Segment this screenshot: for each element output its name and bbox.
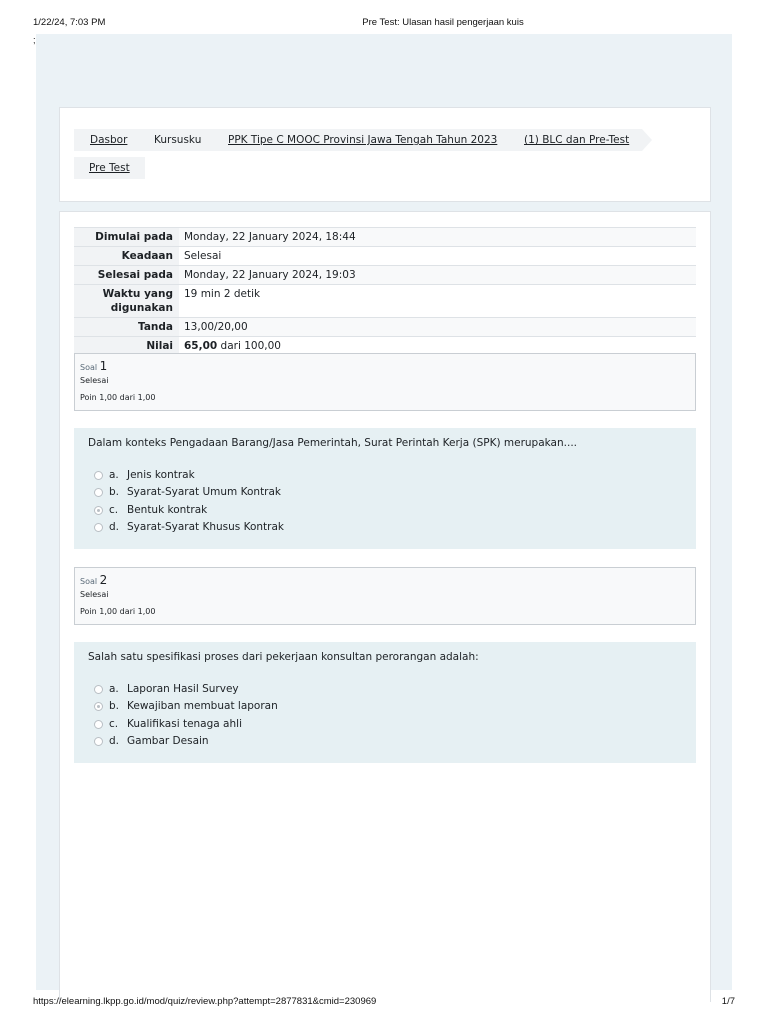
radio-button-selected[interactable] [94, 702, 103, 711]
summary-label [74, 285, 179, 318]
quiz-review-region [59, 211, 711, 1002]
radio-button-selected[interactable] [94, 506, 103, 515]
question-number-value: 2 [99, 573, 108, 587]
breadcrumb-item-kursusku[interactable] [142, 129, 218, 151]
summary-label: Keadaan [74, 247, 179, 266]
radio-button[interactable] [94, 523, 103, 532]
question-points: Poin 1,00 dari 1,00 [80, 393, 156, 402]
summary-label: Tanda [74, 318, 179, 337]
summary-row-state [74, 247, 696, 266]
option-letter: c. [109, 718, 119, 730]
print-datetime: 1/22/24, 7:03 PM [33, 17, 106, 28]
question-1-info [74, 353, 696, 411]
question-points: Poin 1,00 dari 1,00 [80, 607, 156, 616]
summary-value: 19 min 2 detik [179, 285, 696, 318]
radio-button[interactable] [94, 737, 103, 746]
grade-max: dari 100,00 [217, 340, 281, 352]
summary-label: Selesai pada [74, 266, 179, 285]
question-2-info [74, 567, 696, 625]
summary-row-marks [74, 318, 696, 337]
print-footer [0, 996, 768, 1010]
option-label: Syarat-Syarat Khusus Kontrak [127, 521, 285, 533]
radio-button[interactable] [94, 471, 103, 480]
breadcrumb [59, 107, 711, 202]
option-letter: b. [109, 700, 120, 712]
option-label: Gambar Desain [127, 735, 209, 747]
option-label: Syarat-Syarat Umum Kontrak [127, 486, 282, 498]
option-label: Bentuk kontrak [127, 504, 208, 516]
option-letter: c. [109, 504, 119, 516]
option-label: Jenis kontrak [127, 469, 195, 481]
breadcrumb-label: Pre Test [89, 162, 130, 174]
summary-label: Dimulai pada [74, 228, 179, 247]
question-2-content [74, 642, 696, 763]
option-letter: a. [109, 469, 119, 481]
summary-label: Nilai [74, 337, 179, 356]
question-number-label: Soal [80, 577, 98, 586]
option-label: Kualifikasi tenaga ahli [127, 718, 242, 730]
summary-row-completed [74, 266, 696, 285]
option-letter: d. [109, 735, 120, 747]
print-title: Pre Test: Ulasan hasil pengerjaan kuis [362, 17, 524, 28]
question-text: Salah satu spesifikasi proses dari pekerjaan konsultan perorangan adalah: [88, 651, 479, 663]
summary-label-line: Waktu yang [102, 288, 173, 300]
print-url: https://elearning.lkpp.go.id/mod/quiz/review.php?attempt=2877831&cmid=230969 [33, 996, 377, 1007]
option-letter: d. [109, 521, 120, 533]
question-number [80, 359, 107, 373]
option-letter: b. [109, 486, 120, 498]
option-label: Kewajiban membuat laporan [127, 700, 278, 712]
grade-score: 65,00 [184, 340, 218, 352]
question-number-value: 1 [99, 359, 108, 373]
radio-button[interactable] [94, 685, 103, 694]
breadcrumb-label: Dasbor [90, 134, 128, 146]
breadcrumb-item-section[interactable] [510, 129, 642, 151]
option-label: Laporan Hasil Survey [127, 683, 239, 695]
summary-row-started [74, 228, 696, 247]
breadcrumb-label: PPK Tipe C MOOC Provinsi Jawa Tengah Tahun 2023 [228, 134, 498, 146]
print-header [0, 15, 768, 29]
summary-value: Monday, 22 January 2024, 18:44 [179, 228, 696, 247]
print-page-number: 1/7 [721, 996, 735, 1007]
option-letter: a. [109, 683, 119, 695]
breadcrumb-item-course[interactable] [215, 129, 514, 151]
question-text: Dalam konteks Pengadaan Barang/Jasa Pemerintah, Surat Perintah Kerja (SPK) merupakan.... [88, 437, 577, 449]
breadcrumb-label: Kursusku [154, 134, 202, 146]
summary-value: Selesai [179, 247, 696, 266]
question-1-content [74, 428, 696, 549]
stray-character: ; [33, 35, 36, 45]
question-number-label: Soal [80, 363, 98, 372]
radio-button[interactable] [94, 720, 103, 729]
breadcrumb-item-pre-test[interactable] [74, 157, 145, 179]
summary-value: 13,00/20,00 [179, 318, 696, 337]
question-state: Selesai [80, 590, 109, 599]
radio-button[interactable] [94, 488, 103, 497]
question-number [80, 573, 107, 587]
summary-label-line: digunakan [110, 302, 173, 314]
summary-value: Monday, 22 January 2024, 19:03 [179, 266, 696, 285]
summary-row-time-taken [74, 285, 696, 318]
breadcrumb-label: (1) BLC dan Pre-Test [524, 134, 630, 146]
question-state: Selesai [80, 376, 109, 385]
attempt-summary-table [74, 227, 696, 355]
